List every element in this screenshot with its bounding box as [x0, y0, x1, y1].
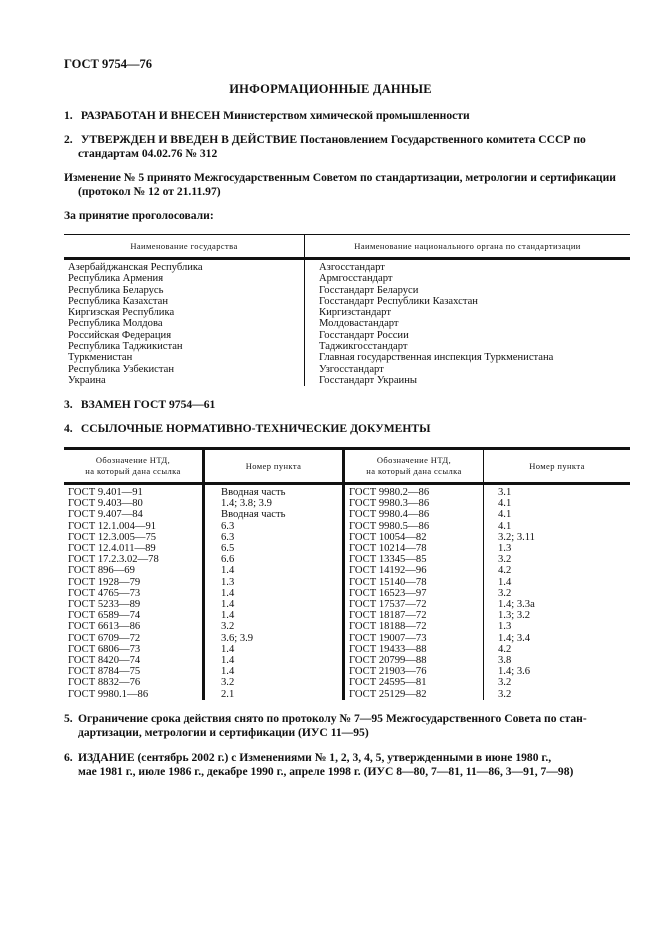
clause-number-cell: 1.4: [204, 599, 344, 610]
table-row: [64, 341, 630, 352]
clause-number-cell: 3.6; 3.9: [204, 633, 344, 644]
clause-number-cell: Вводная часть: [204, 484, 344, 499]
clause-number-cell: 3.2: [204, 677, 344, 688]
voting-table: [64, 234, 630, 386]
table-row: [64, 588, 630, 599]
state-name-cell: Киргизская Республика: [64, 307, 305, 318]
item-3: [64, 398, 630, 412]
clause-number-cell: 1.3: [484, 621, 631, 632]
clause-number-cell: 3.2: [484, 677, 631, 688]
ntd-designation-cell: ГОСТ 10054—82: [349, 531, 427, 543]
item-6: [64, 751, 630, 779]
ntd-designation-cell: ГОСТ 1928—79: [68, 576, 141, 588]
table-row: [64, 599, 630, 610]
header-doc-line1: Обозначение НТД,: [376, 455, 452, 465]
ntd-designation-cell: ГОСТ 21903—76: [349, 666, 427, 678]
table-row: [64, 677, 630, 688]
state-name-cell: Республика Таджикистан: [64, 341, 305, 352]
state-name-cell: Республика Молдова: [64, 318, 305, 329]
column-header-standards-body: Наименование национального органа по стандартизации: [305, 235, 631, 259]
clause-number-cell: 1.3; 3.2: [484, 610, 631, 621]
table-row: [64, 307, 630, 318]
clause-number-cell: 3.2: [484, 689, 631, 700]
item-4-text: ССЫЛОЧНЫЕ НОРМАТИВНО-ТЕХНИЧЕСКИЕ ДОКУМЕНТЫ: [80, 422, 431, 435]
standards-body-cell: Азгосстандарт: [319, 262, 385, 273]
ntd-designation-cell: ГОСТ 896—69: [68, 565, 135, 577]
item-2-number: 2.: [64, 133, 73, 146]
clause-number-cell: 4.1: [484, 509, 631, 520]
standards-body-cell: Таджикгосстандарт: [319, 341, 408, 353]
table-row: [64, 532, 630, 543]
document-header: ГОСТ 9754—76: [64, 57, 153, 71]
table-row: [64, 285, 630, 296]
ntd-designation-cell: ГОСТ 8420—74: [68, 655, 141, 667]
item-3-text: ВЗАМЕН ГОСТ 9754—61: [80, 398, 216, 411]
clause-number-cell: 1.4; 3.4: [484, 633, 631, 644]
table-row: [64, 364, 630, 375]
standards-body-cell: Госстандарт Украины: [319, 374, 417, 386]
table-row: [64, 621, 630, 632]
standards-body-cell: Госстандарт России: [319, 329, 409, 341]
ntd-designation-cell: ГОСТ 9980.3—86: [349, 498, 430, 510]
references-table-header: [64, 449, 630, 484]
clause-number-cell: 1.4; 3.6: [484, 666, 631, 677]
clause-number-cell: 4.1: [484, 521, 631, 532]
clause-number-cell: 1.4; 3.8; 3.9: [204, 498, 344, 509]
ntd-designation-cell: ГОСТ 18187—72: [349, 610, 427, 622]
references-table: [64, 447, 630, 700]
column-header-doc-left: [64, 449, 204, 484]
ntd-designation-cell: ГОСТ 6709—72: [68, 632, 141, 644]
ntd-designation-cell: ГОСТ 8832—76: [68, 677, 141, 689]
state-name-cell: Украина: [64, 375, 305, 386]
item-2-lead: УТВЕРЖДЕН И ВВЕДЕН В ДЕЙСТВИЕ: [80, 133, 298, 146]
item-4: [64, 422, 630, 436]
standards-body-cell: Госстандарт Республики Казахстан: [319, 295, 478, 307]
clause-number-cell: 6.6: [204, 554, 344, 565]
clause-number-cell: 1.4: [204, 666, 344, 677]
standards-body-cell: Узгосстандарт: [319, 363, 384, 375]
table-row: [64, 633, 630, 644]
ntd-designation-cell: ГОСТ 19007—73: [349, 632, 427, 644]
state-name-cell: Азербайджанская Республика: [64, 259, 305, 274]
ntd-designation-cell: ГОСТ 6589—74: [68, 610, 141, 622]
header-doc-line2: на который дана ссылка: [85, 466, 181, 476]
table-row: [64, 655, 630, 666]
clause-number-cell: 3.2; 3.11: [484, 532, 631, 543]
change-5-note: [64, 171, 630, 199]
standards-body-cell: Молдовастандарт: [319, 318, 399, 330]
table-row: [64, 273, 630, 284]
clause-number-cell: 3.2: [484, 554, 631, 565]
clause-number-cell: 4.2: [484, 565, 631, 576]
column-header-state: Наименование государства: [64, 235, 305, 259]
clause-number-cell: 2.1: [204, 689, 344, 700]
table-row: [64, 644, 630, 655]
clause-number-cell: 3.1: [484, 484, 631, 499]
clause-number-cell: 1.4: [204, 655, 344, 666]
state-name-cell: Республика Казахстан: [64, 296, 305, 307]
table-row: [64, 521, 630, 532]
clause-number-cell: 1.4: [204, 644, 344, 655]
ntd-designation-cell: ГОСТ 14192—96: [349, 565, 427, 577]
clause-number-cell: 3.2: [204, 621, 344, 632]
item-4-number: 4.: [64, 422, 73, 435]
table-row: [64, 296, 630, 307]
item-6-number: 6.: [64, 751, 73, 764]
ntd-designation-cell: ГОСТ 9980.5—86: [349, 520, 430, 532]
ntd-designation-cell: ГОСТ 10214—78: [349, 543, 427, 555]
clause-number-cell: 1.3: [204, 577, 344, 588]
ntd-designation-cell: ГОСТ 15140—78: [349, 576, 427, 588]
ntd-designation-cell: ГОСТ 17.2.3.02—78: [68, 554, 159, 566]
ntd-designation-cell: ГОСТ 24595—81: [349, 677, 427, 689]
item-2-text-cont: стандартам 04.02.76 № 312: [78, 147, 218, 160]
table-row: [64, 330, 630, 341]
clause-number-cell: 3.2: [484, 588, 631, 599]
item-5: [64, 712, 630, 740]
clause-number-cell: 1.3: [484, 543, 631, 554]
state-name-cell: Республика Беларусь: [64, 285, 305, 296]
standards-body-cell: Главная государственная инспекция Туркменистана: [319, 352, 554, 364]
standards-body-cell: Армгосстандарт: [319, 273, 393, 285]
item-5-number: 5.: [64, 712, 73, 725]
table-row: [64, 498, 630, 509]
voting-table-header: [64, 235, 630, 259]
ntd-designation-cell: ГОСТ 6806—73: [68, 643, 141, 655]
change-5-line1: Изменение № 5 принято Межгосударственным Советом по стандартизации, метрологии и сертификации: [64, 171, 616, 184]
clause-number-cell: 1.4; 3.3а: [484, 599, 631, 610]
table-row: [64, 352, 630, 363]
clause-number-cell: 4.2: [484, 644, 631, 655]
header-doc-line1: Обозначение НТД,: [95, 455, 171, 465]
column-header-clause-left: Номер пункта: [204, 449, 344, 484]
column-header-doc-right: [344, 449, 484, 484]
change-5-line2: (протокол № 12 от 21.11.97): [78, 185, 221, 198]
table-row: [64, 554, 630, 565]
item-1: [64, 109, 630, 123]
clause-number-cell: 6.3: [204, 521, 344, 532]
table-row: [64, 318, 630, 329]
clause-number-cell: 6.3: [204, 532, 344, 543]
state-name-cell: Республика Армения: [64, 273, 305, 284]
ntd-designation-cell: ГОСТ 13345—85: [349, 554, 427, 566]
item-1-lead: РАЗРАБОТАН И ВНЕСЕН: [80, 109, 221, 122]
item-2-text: Постановлением Государственного комитета СССР по: [299, 133, 586, 146]
clause-number-cell: Вводная часть: [204, 509, 344, 520]
ntd-designation-cell: ГОСТ 6613—86: [68, 621, 141, 633]
table-row: [64, 509, 630, 520]
header-doc-line2: на который дана ссылка: [366, 466, 462, 476]
clause-number-cell: 1.4: [204, 610, 344, 621]
item-1-number: 1.: [64, 109, 73, 122]
ntd-designation-cell: ГОСТ 8784—75: [68, 666, 141, 678]
table-row: [64, 666, 630, 677]
ntd-designation-cell: ГОСТ 16523—97: [349, 587, 427, 599]
table-row: [64, 484, 630, 499]
standards-body-cell: Госстандарт Беларуси: [319, 284, 419, 296]
standards-body-cell: Киргизстандарт: [319, 307, 391, 319]
table-row: [64, 565, 630, 576]
clause-number-cell: 6.5: [204, 543, 344, 554]
ntd-designation-cell: ГОСТ 12.4.011—89: [68, 543, 156, 555]
ntd-designation-cell: ГОСТ 9.403—80: [68, 498, 143, 510]
ntd-designation-cell: ГОСТ 12.1.004—91: [68, 520, 157, 532]
item-5-line1: Ограничение срока действия снято по протоколу № 7—95 Межгосударственного Совета по стан-: [78, 712, 587, 725]
ntd-designation-cell: ГОСТ 9980.4—86: [349, 509, 430, 521]
ntd-designation-cell: ГОСТ 12.3.005—75: [68, 531, 157, 543]
ntd-designation-cell: ГОСТ 17537—72: [349, 599, 427, 611]
clause-number-cell: 1.4: [204, 565, 344, 576]
clause-number-cell: 4.1: [484, 498, 631, 509]
item-3-number: 3.: [64, 398, 73, 411]
clause-number-cell: 3.8: [484, 655, 631, 666]
item-5-line2: дартизации, метрологии и сертификации (ИУС 11—95): [78, 726, 369, 739]
table-row: [64, 543, 630, 554]
ntd-designation-cell: ГОСТ 19433—88: [349, 643, 427, 655]
clause-number-cell: 1.4: [484, 577, 631, 588]
table-row: [64, 689, 630, 700]
clause-number-cell: 1.4: [204, 588, 344, 599]
table-row: [64, 375, 630, 386]
ntd-designation-cell: ГОСТ 9.401—91: [68, 487, 143, 498]
ntd-designation-cell: ГОСТ 5233—89: [68, 599, 141, 611]
state-name-cell: Российская Федерация: [64, 330, 305, 341]
ntd-designation-cell: ГОСТ 25129—82: [349, 688, 427, 700]
ntd-designation-cell: ГОСТ 20799—88: [349, 655, 427, 667]
table-row: [64, 259, 630, 274]
item-6-line1: ИЗДАНИЕ (сентябрь 2002 г.) с Изменениями № 1, 2, 3, 4, 5, утвержденными в июне 1980 г.,: [78, 751, 552, 764]
ntd-designation-cell: ГОСТ 18188—72: [349, 621, 427, 633]
table-row: [64, 610, 630, 621]
item-6-line2: мае 1981 г., июле 1986 г., декабре 1990 г., апреле 1998 г. (ИУС 8—80, 7—81, 11—86, 3—91, 7—98): [78, 765, 574, 778]
state-name-cell: Республика Узбекистан: [64, 364, 305, 375]
item-2: [64, 133, 630, 161]
column-header-clause-right: Номер пункта: [484, 449, 631, 484]
ntd-designation-cell: ГОСТ 9980.2—86: [349, 487, 430, 498]
table-row: [64, 577, 630, 588]
page-title: ИНФОРМАЦИОННЫЕ ДАННЫЕ: [229, 82, 432, 96]
ntd-designation-cell: ГОСТ 9.407—84: [68, 509, 143, 521]
voted-label: За принятие проголосовали:: [64, 209, 214, 222]
ntd-designation-cell: ГОСТ 4765—73: [68, 587, 141, 599]
ntd-designation-cell: ГОСТ 9980.1—86: [68, 688, 149, 700]
item-1-text: Министерством химической промышленности: [223, 109, 470, 122]
state-name-cell: Туркменистан: [64, 352, 305, 363]
